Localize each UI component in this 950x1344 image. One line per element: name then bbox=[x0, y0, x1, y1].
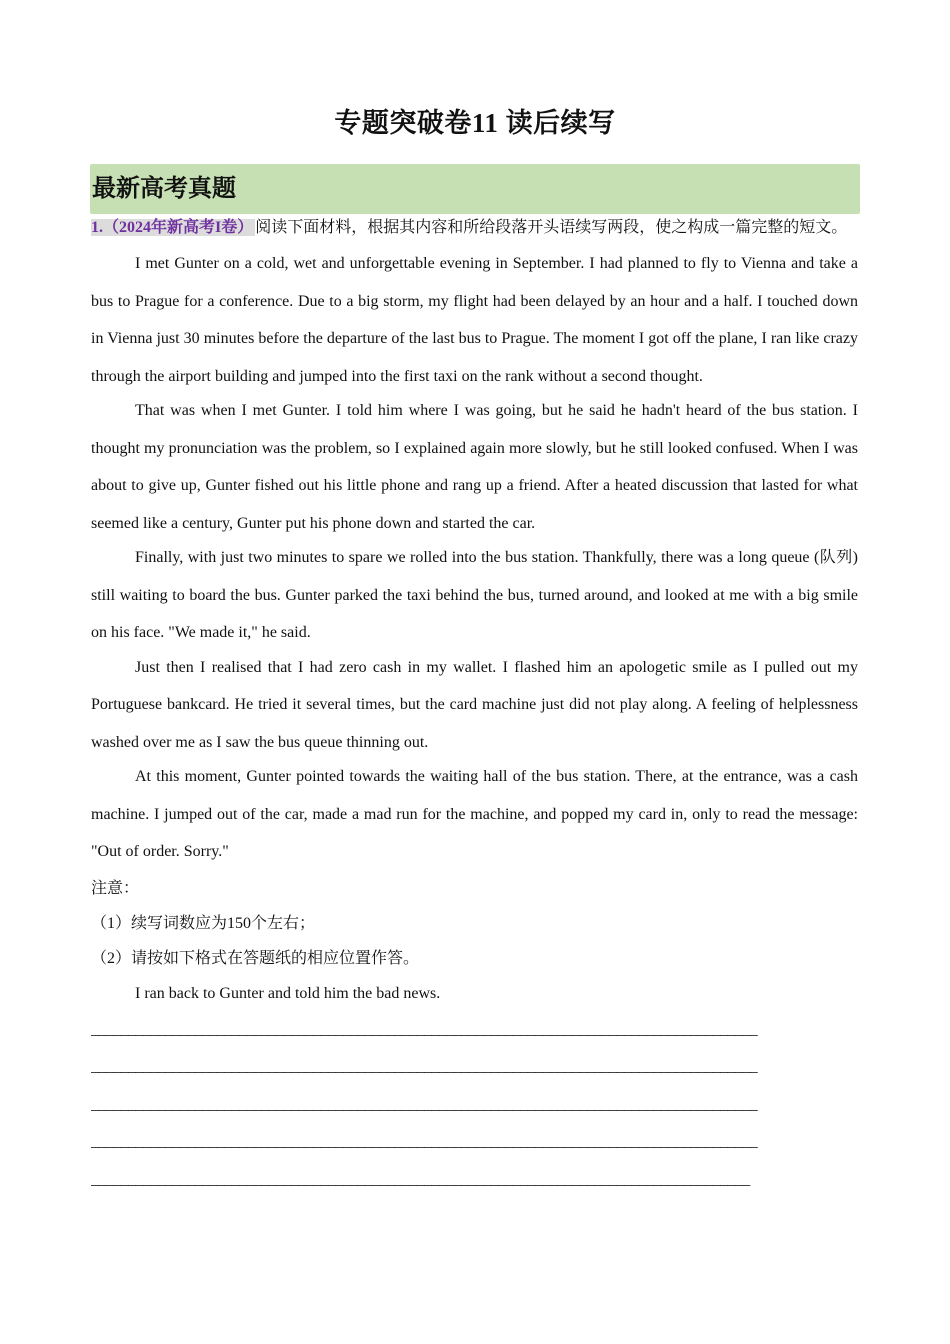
note-item: （2）请按如下格式在答题纸的相应位置作答。 bbox=[91, 949, 420, 967]
passage-paragraph: That was when I met Gunter. I told him where I was going, but he said he hadn't heard of the bus station. I thought my pronunciation was the problem, so I explained again more slowly, but he still looked confused. When I was about to give up, Gunter fished out his little phone and rang up a friend. After a heated discussion that lasted for what seemed like a century, Gunter put his phone down and started the car. bbox=[91, 402, 858, 532]
passage-paragraph: I met Gunter on a cold, wet and unforgettable evening in September. I had planned to fly to Vienna and take a bus to Prague for a conference. Due to a big storm, my flight had been delayed by an hour and a half. I touched down in Vienna just 30 minutes before the departure of the last bus to Prague. The moment I got off the plane, I ran like crazy through the airport building and jumped into the first taxi on the rank without a second thought. bbox=[91, 255, 858, 385]
question-instruction: 阅读下面材料，根据其内容和所给段落开头语续写两段，使之构成一篇完整的短文。 bbox=[255, 219, 848, 236]
section-heading-bar bbox=[90, 164, 860, 214]
passage-paragraph: At this moment, Gunter pointed towards the waiting hall of the bus station. There, at the entrance, was a cash machine. I jumped out of the car, made a mad run for the machine, and popped my card in, only to read the message: "Out of order. Sorry." bbox=[91, 768, 858, 860]
note-item: （1）续写词数应为150个左右； bbox=[91, 914, 316, 932]
section-heading: 最新高考真题 bbox=[92, 176, 236, 202]
question-body bbox=[91, 211, 858, 1198]
answer-line[interactable]: __________________________________________________________________________________________ bbox=[91, 1020, 758, 1038]
answer-line[interactable]: __________________________________________________________________________________________ bbox=[91, 1095, 758, 1113]
continuation-opening: I ran back to Gunter and told him the bad news. bbox=[135, 984, 441, 1002]
passage-paragraph: Finally, with just two minutes to spare we rolled into the bus station. Thankfully, there was a long queue (队列) still waiting to board the bus. Gunter parked the taxi behind the bus, turned around, and looked at me with a big smile on his face. "We made it," he said. bbox=[91, 549, 858, 641]
question-label: 1.（2024年新高考I卷） bbox=[91, 219, 254, 236]
question-intro bbox=[91, 211, 858, 244]
answer-line[interactable]: __________________________________________________________________________________________ bbox=[91, 1058, 758, 1075]
page-title: 专题突破卷11 读后续写 bbox=[334, 108, 616, 138]
answer-line[interactable]: _________________________________________________________________________________________ bbox=[91, 1170, 750, 1188]
passage-paragraph: Just then I realised that I had zero cash in my wallet. I flashed him an apologetic smile as I pulled out my Portuguese bankcard. He tried it several times, but the card machine just did not play along. A feeling of helplessness washed over me as I saw the bus queue thinning out. bbox=[91, 658, 858, 751]
answer-line[interactable]: __________________________________________________________________________________________ bbox=[91, 1133, 758, 1150]
notes-heading: 注意： bbox=[91, 879, 140, 897]
